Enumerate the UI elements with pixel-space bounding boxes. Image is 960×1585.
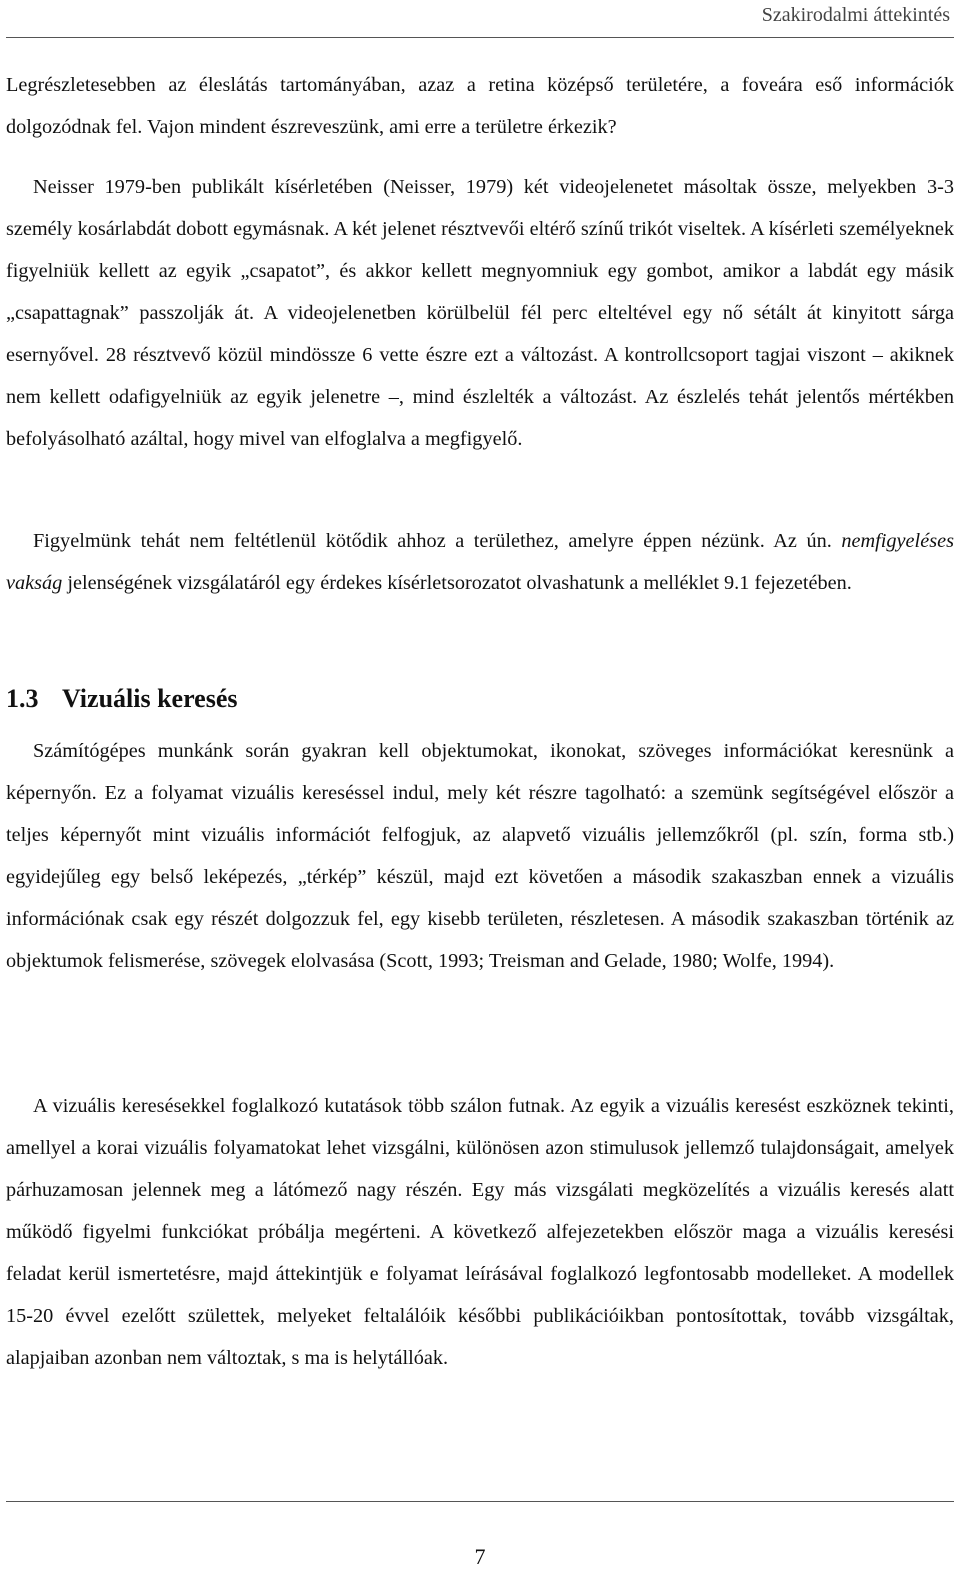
section-heading	[6, 678, 238, 720]
paragraph-neisser-experiment: Neisser 1979-ben publikált kísérletében (Neisser, 1979) két videojelenetet másoltak össze, melyekben 3-3 személy kosárlabdát dobott egymásnak. A két jelenet résztvevői eltérő színű trikót viseltek. A kísérleti személyeknek figyelniük kellett az egyik „csapatot”, és akkor kellett megnyomniuk egy gombot, amikor a labdát egy másik „csapattagnak” passzolják át. A videojelenetben körülbelül fél perc elteltével egy nő sétált át kinyitott sárga esernyővel. 28 résztvevő közül mindössze 6 vette észre ezt a változást. A kontrollcsoport tagjai viszont – akiknek nem kellett odafigyelniük az egyik jelenetre –, mind észlelték a változást. Az észlelés tehát jelentős mértékben befolyásolható azáltal, hogy mivel van elfoglalva a megfigyelő.	[6, 176, 954, 450]
paragraph-text-before: Figyelmünk tehát nem feltétlenül kötődik ahhoz a területhez, amelyre éppen nézünk. Az ún.	[33, 530, 842, 552]
section-number: 1.3	[6, 684, 39, 713]
page-header	[6, 0, 954, 38]
running-header-title: Szakirodalmi áttekintés	[761, 4, 950, 26]
paragraph-visual-search-intro: Számítógépes munkánk során gyakran kell objektumokat, ikonokat, szöveges információkat keresnünk a képernyőn. Ez a folyamat vizuális kereséssel indul, mely két részre tagolható: a szemünk segítségével először a teljes képernyőt mint vizuális információt felfogjuk, az alapvető vizuális jellemzőkről (pl. szín, forma stb.) egyidejűleg egy belső leképezés, „térkép” készül, majd ezt követően a második szakaszban ennek a vizuális információnak csak egy részét dolgozzuk fel, egy kisebb területen, részletesen. A második szakaszban történik az objektumok felismerése, szövegek elolvasása (Scott, 1993; Treisman and Gelade, 1980; Wolfe, 1994).	[6, 740, 954, 972]
paragraph-text-after: jelenségének vizsgálatáról egy érdekes kísérletsorozatot olvashatunk a melléklet 9.1 fejezetében.	[62, 572, 852, 594]
italic-term: nemfigyeléses vakság	[6, 530, 954, 594]
header-rule	[6, 37, 954, 38]
page-number: 7	[474, 1544, 486, 1569]
paragraph-inattentional-blindness	[6, 520, 954, 604]
footer-rule	[6, 1501, 954, 1502]
section-title: Vizuális keresés	[62, 684, 238, 713]
paragraph-foveal-processing: Legrészletesebben az éleslátás tartományában, azaz a retina középső területére, a foveára eső információk dolgozódnak fel. Vajon mindent észreveszünk, ami erre a területre érkezik?	[6, 74, 954, 138]
paragraph-visual-search-research: A vizuális keresésekkel foglalkozó kutatások több szálon futnak. Az egyik a vizuális keresést eszköznek tekinti, amellyel a korai vizuális folyamatokat lehet vizsgálni, különösen azon stimulusok jellemző tulajdonságait, amelyek párhuzamosan jelennek meg a látómező nagy részén. Egy más vizsgálati megközelítés a vizuális keresés alatt működő figyelmi funkciókat próbálja megérteni. A következő alfejezetekben először maga a vizuális keresési feladat kerül ismertetésre, majd áttekintjük e folyamat leírásával foglalkozó legfontosabb modelleket. A modellek 15-20 évvel ezelőtt születtek, melyeket feltalálóik későbbi publikációikban pontosítottak, tovább vizsgáltak, alapjaiban azonban nem változtak, s ma is helytállóak.	[6, 1095, 954, 1369]
